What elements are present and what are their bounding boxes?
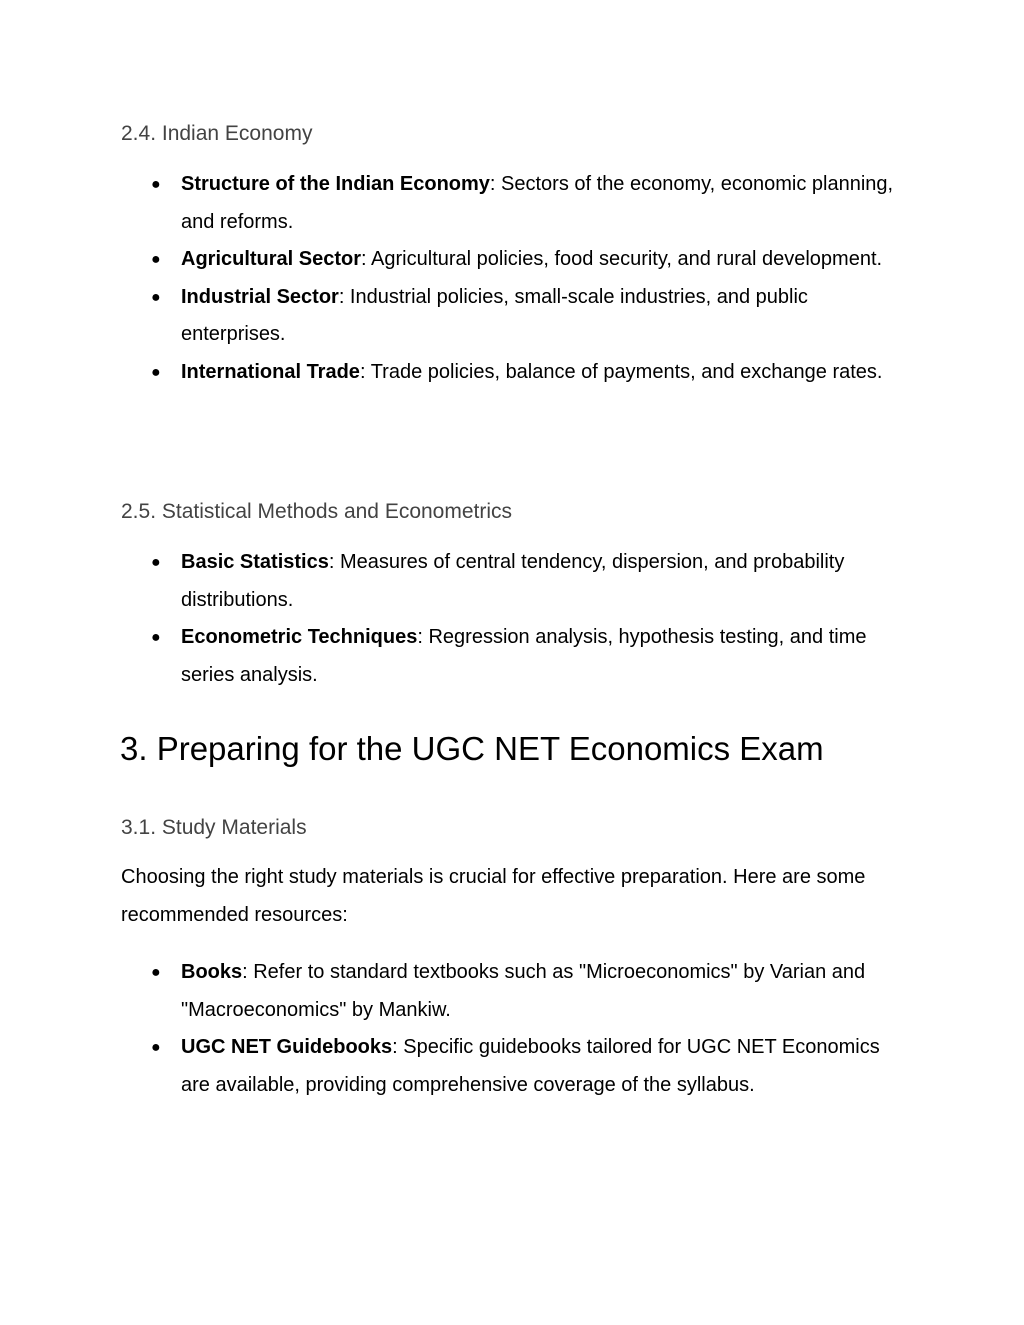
list-item [0,241,911,279]
item-term: Industrial Sector [181,285,339,308]
item-description: : Agricultural policies, food security, and rural development. [361,248,883,270]
item-description: : Refer to standard textbooks such as "Microeconomics" by Varian and "Macroeconomics" by Mankiw. [181,961,866,1021]
bullet-icon: ● [151,363,161,381]
item-description: : Regression analysis, hypothesis testing, and time series analysis. [181,626,867,686]
item-description: : Trade policies, balance of payments, and exchange rates. [359,360,883,383]
list-item [0,166,911,241]
statistical-methods-list [0,544,911,694]
item-term: International Trade [181,360,360,383]
indian-economy-list [0,166,911,391]
list-item [0,544,911,619]
study-materials-paragraph: Choosing the right study materials is crucial for effective preparation. Here are some recommended resources: [121,866,866,926]
item-term: Econometric Techniques [181,626,418,648]
heading-study-materials: 3.1. Study Materials [121,816,307,839]
bullet-icon: ● [151,964,161,981]
item-term: Agricultural Sector [181,248,362,270]
heading-indian-economy: 2.4. Indian Economy [121,122,313,145]
item-description: : Sectors of the economy, economic planning, and reforms. [181,173,894,233]
item-term: Basic Statistics [181,551,329,573]
study-materials-list [0,954,911,1104]
heading-preparing-exam: 3. Preparing for the UGC NET Economics Exam [120,730,824,767]
bullet-icon: ● [151,176,161,193]
list-item [0,1029,911,1104]
item-term: UGC NET Guidebooks [181,1036,393,1058]
bullet-icon: ● [151,629,161,646]
list-item [0,954,911,1029]
item-term: Structure of the Indian Economy [181,173,490,195]
bullet-icon: ● [151,288,161,306]
list-item [0,619,911,694]
list-item [0,279,911,354]
bullet-icon: ● [151,554,161,571]
bullet-icon: ● [151,1039,161,1056]
item-description: : Specific guidebooks tailored for UGC NET Economics are available, providing comprehensive coverage of the syllabus. [181,1036,880,1096]
heading-statistical-methods: 2.5. Statistical Methods and Econometrics [121,500,513,523]
item-description: : Measures of central tendency, dispersion, and probability distributions. [181,551,845,611]
item-term: Books [181,961,243,983]
item-description: : Industrial policies, small-scale industries, and public enterprises. [181,285,808,345]
list-item [0,354,911,392]
bullet-icon: ● [151,251,161,268]
